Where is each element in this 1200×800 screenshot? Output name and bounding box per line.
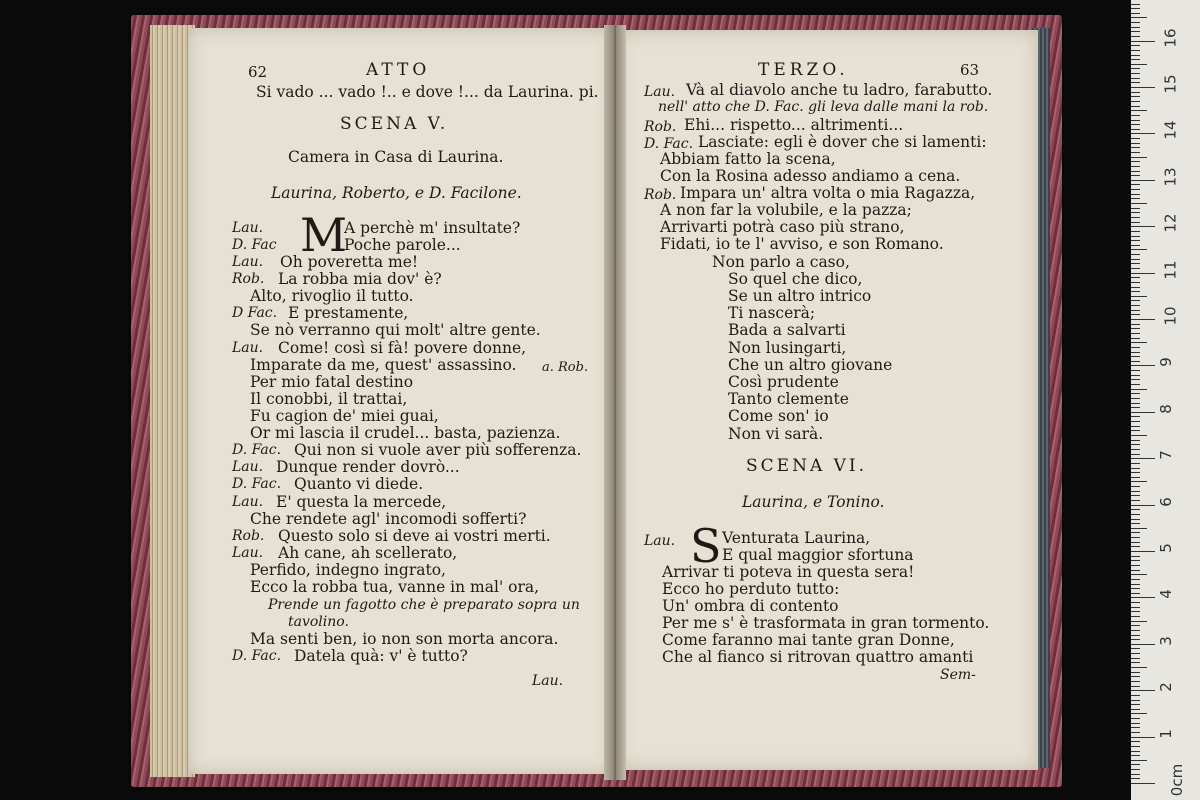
ruler-label: 4 <box>1156 589 1175 600</box>
ruler-tick <box>1131 356 1140 357</box>
ruler-tick <box>1131 760 1147 761</box>
ruler-tick <box>1131 365 1155 366</box>
text-line: Lasciate: egli è dover che si lamenti: <box>698 133 987 151</box>
ruler-tick <box>1131 481 1147 482</box>
ruler-tick <box>1131 184 1140 185</box>
ruler-tick <box>1131 259 1140 260</box>
ruler-tick <box>1131 551 1155 552</box>
ruler-tick <box>1131 379 1140 380</box>
ruler-tick <box>1131 198 1140 199</box>
ruler-tick <box>1131 574 1147 575</box>
ruler-tick <box>1131 597 1155 598</box>
speaker: Rob. <box>232 528 265 544</box>
ruler-tick <box>1131 495 1140 496</box>
text-line: Qui non si vuole aver più sofferenza. <box>294 441 582 459</box>
text-line: E qual maggior sfortuna <box>722 546 914 564</box>
ruler-tick <box>1131 607 1140 608</box>
text-line: Venturata Laurina, <box>722 529 871 547</box>
ruler-tick <box>1131 764 1140 765</box>
ruler-tick <box>1131 635 1140 636</box>
ruler-tick <box>1131 245 1140 246</box>
character-list: Laurina, e Tonino. <box>742 493 885 511</box>
ruler-tick <box>1131 231 1140 232</box>
ruler-tick <box>1131 287 1140 288</box>
ruler-tick <box>1131 648 1140 649</box>
ruler-tick <box>1131 704 1140 705</box>
scene-heading: SCENA VI. <box>746 456 868 476</box>
ruler-tick <box>1131 55 1140 56</box>
text-line: Fu cagion de' miei guai, <box>250 407 439 425</box>
speaker: Lau. <box>232 254 264 270</box>
ruler-tick <box>1131 59 1140 60</box>
page-number: 62 <box>248 63 268 81</box>
ruler-tick <box>1131 361 1140 362</box>
text-line: Così prudente <box>728 373 839 391</box>
ruler-tick <box>1131 147 1140 148</box>
ruler-tick <box>1131 778 1140 779</box>
ruler-tick <box>1131 263 1140 264</box>
book-gutter <box>604 25 626 780</box>
text-line: Arrivarti potrà caso più strano, <box>660 218 905 236</box>
scene-heading: SCENA V. <box>340 114 449 134</box>
ruler-tick <box>1131 305 1140 306</box>
ruler-tick <box>1131 412 1155 413</box>
ruler-label: 7 <box>1156 450 1175 460</box>
ruler-tick <box>1131 783 1155 784</box>
ruler-tick <box>1131 621 1147 622</box>
ruler-tick <box>1131 444 1140 445</box>
ruler-tick <box>1131 203 1147 204</box>
ruler-tick <box>1131 528 1147 529</box>
ruler-tick <box>1131 180 1155 181</box>
text-line: Se nò verranno qui molt' altre gente. <box>250 321 541 339</box>
catchword: Lau. <box>532 673 564 689</box>
ruler-tick <box>1131 273 1155 274</box>
ruler-tick <box>1131 324 1140 325</box>
speaker: Lau. <box>232 459 264 475</box>
ruler-tick <box>1131 579 1140 580</box>
measurement-ruler <box>1131 0 1200 800</box>
ruler-tick <box>1131 31 1140 32</box>
text-line: Questo solo si deve ai vostri merti. <box>278 527 551 545</box>
ruler-tick <box>1131 644 1155 645</box>
ruler-tick <box>1131 718 1140 719</box>
ruler-tick <box>1131 514 1140 515</box>
ruler-tick <box>1131 222 1140 223</box>
ruler-tick <box>1131 375 1140 376</box>
ruler-tick <box>1131 110 1147 111</box>
text-line: E' questa la mercede, <box>276 493 447 511</box>
text-line: Datela quà: v' è tutto? <box>294 647 468 665</box>
ruler-tick <box>1131 36 1140 37</box>
running-head: TERZO. <box>758 60 849 80</box>
ruler-tick <box>1131 421 1140 422</box>
speaker: D. Fac. <box>232 442 282 458</box>
text-line: Che rendete agl' incomodi sofferti? <box>250 510 527 528</box>
ruler-tick <box>1131 491 1140 492</box>
ruler-tick <box>1131 129 1140 130</box>
text-line: Come! così si fà! povere donne, <box>278 339 527 357</box>
ruler-tick <box>1131 41 1155 42</box>
ruler-tick <box>1131 384 1140 385</box>
ruler-label: 15 <box>1161 74 1180 94</box>
speaker: Lau. <box>232 340 264 356</box>
ruler-tick <box>1131 746 1140 747</box>
ruler-tick <box>1131 449 1140 450</box>
ruler-label: 0cm <box>1168 763 1187 797</box>
ruler-tick <box>1131 50 1140 51</box>
ruler-tick <box>1131 611 1140 612</box>
ruler-tick <box>1131 27 1140 28</box>
ruler-tick <box>1131 546 1140 547</box>
ruler-tick <box>1131 398 1140 399</box>
ruler-label: 14 <box>1161 120 1180 140</box>
text-line: Alto, rivoglio il tutto. <box>250 287 414 305</box>
ruler-tick <box>1131 208 1140 209</box>
ruler-tick <box>1131 87 1155 88</box>
ruler-tick <box>1131 713 1147 714</box>
ruler-label: 16 <box>1161 28 1180 48</box>
text-line: Non parlo a caso, <box>712 253 850 271</box>
ruler-tick <box>1131 64 1147 65</box>
ruler-tick <box>1131 593 1140 594</box>
ruler-tick <box>1131 73 1140 74</box>
speaker: Rob. <box>644 119 677 135</box>
ruler-label: 13 <box>1161 167 1180 187</box>
ruler-tick <box>1131 732 1140 733</box>
ruler-tick <box>1131 565 1140 566</box>
ruler-tick <box>1131 630 1140 631</box>
speaker: D Fac. <box>232 305 278 321</box>
ruler-tick <box>1131 96 1140 97</box>
ruler-tick <box>1131 254 1140 255</box>
ruler-tick <box>1131 509 1140 510</box>
right-page <box>618 30 1038 770</box>
text-line: A non far la volubile, e la pazza; <box>660 201 912 219</box>
speaker: Rob. <box>644 187 677 203</box>
ruler-tick <box>1131 468 1140 469</box>
ruler-tick <box>1131 138 1140 139</box>
text-line: Tanto clemente <box>728 390 849 408</box>
ruler-tick <box>1131 189 1140 190</box>
text-line: Non lusingarti, <box>728 339 847 357</box>
scene-setting: Camera in Casa di Laurina. <box>288 148 504 166</box>
ruler-tick <box>1131 328 1140 329</box>
text-line: Quanto vi diede. <box>294 475 424 493</box>
ruler-tick <box>1131 296 1147 297</box>
ruler-tick <box>1131 4 1140 5</box>
ruler-tick <box>1131 277 1140 278</box>
speaker: Lau. <box>232 545 264 561</box>
ruler-label: 5 <box>1156 543 1175 553</box>
ruler-tick <box>1131 523 1140 524</box>
ruler-tick <box>1131 755 1140 756</box>
ruler-tick <box>1131 741 1140 742</box>
text-line: Và al diavolo anche tu ladro, farabutto. <box>686 81 993 99</box>
ruler-tick <box>1131 616 1140 617</box>
text-line: Bada a salvarti <box>728 321 846 339</box>
text-line: Ehi... rispetto... altrimenti... <box>684 116 904 134</box>
text-line: Or mi lascia il crudel... basta, pazienza. <box>250 424 561 442</box>
ruler-tick <box>1131 161 1140 162</box>
ruler-tick <box>1131 249 1147 250</box>
text-line: Si vado ... vado !.. e dove !... da Laurina. pi. <box>256 83 599 101</box>
ruler-tick <box>1131 695 1140 696</box>
ruler-tick <box>1131 672 1140 673</box>
text-line: E prestamente, <box>288 304 409 322</box>
ruler-tick <box>1131 639 1140 640</box>
ruler-tick <box>1131 152 1140 153</box>
ruler-tick <box>1131 625 1140 626</box>
ruler-label: 12 <box>1161 213 1180 233</box>
ruler-tick <box>1131 416 1140 417</box>
ruler-tick <box>1131 175 1140 176</box>
ruler-tick <box>1131 556 1140 557</box>
speaker: D. Fac. <box>232 476 282 492</box>
ruler-tick <box>1131 389 1147 390</box>
speaker: D. Fac <box>232 237 277 253</box>
ruler-tick <box>1131 291 1140 292</box>
ruler-tick <box>1131 393 1140 394</box>
ruler-tick <box>1131 22 1140 23</box>
text-line: Fidati, io te l' avviso, e son Romano. <box>660 235 944 253</box>
ruler-tick <box>1131 463 1140 464</box>
ruler-tick <box>1131 690 1155 691</box>
ruler-tick <box>1131 17 1147 18</box>
ruler-tick <box>1131 700 1140 701</box>
ruler-tick <box>1131 542 1140 543</box>
ruler-tick <box>1131 519 1140 520</box>
ruler-tick <box>1131 407 1140 408</box>
text-line: Dunque render dovrò... <box>276 458 460 476</box>
speaker: Lau. <box>232 494 264 510</box>
text-line: Ecco la robba tua, vanne in mal' ora, <box>250 578 540 596</box>
text-line: So quel che dico, <box>728 270 863 288</box>
text-line: Non vi sarà. <box>728 425 824 443</box>
ruler-tick <box>1131 532 1140 533</box>
stage-direction: nell' atto che D. Fac. gli leva dalle mani la rob. <box>658 99 989 115</box>
ruler-tick <box>1131 505 1155 506</box>
ruler-tick <box>1131 78 1140 79</box>
ruler-tick <box>1131 338 1140 339</box>
ruler-tick <box>1131 477 1140 478</box>
text-line: Per mio fatal destino <box>250 373 414 391</box>
stage-direction: a. Rob. <box>542 360 589 375</box>
ruler-tick <box>1131 454 1140 455</box>
text-line: Oh poveretta me! <box>280 253 419 271</box>
speaker: D. Fac. <box>644 136 694 152</box>
page-number: 63 <box>960 61 980 79</box>
ruler-tick <box>1131 435 1147 436</box>
ruler-tick <box>1131 737 1155 738</box>
ruler-label: 10 <box>1161 306 1180 326</box>
ruler-tick <box>1131 426 1140 427</box>
ruler-tick <box>1131 212 1140 213</box>
ruler-tick <box>1131 751 1140 752</box>
stage-direction: Prende un fagotto che è preparato sopra un <box>268 597 580 613</box>
ruler-tick <box>1131 194 1140 195</box>
ruler-label: 8 <box>1156 404 1175 414</box>
ruler-label: 1 <box>1156 728 1175 739</box>
ruler-tick <box>1131 584 1140 585</box>
text-line: Per me s' è trasformata in gran tormento. <box>662 614 990 632</box>
speaker: Lau. <box>232 220 264 236</box>
ruler-tick <box>1131 440 1140 441</box>
ruler-tick <box>1131 537 1140 538</box>
text-line: Poche parole... <box>344 236 461 254</box>
ruler-tick <box>1131 342 1147 343</box>
running-head: ATTO <box>366 60 431 80</box>
ruler-tick <box>1131 13 1140 14</box>
ruler-tick <box>1131 653 1140 654</box>
stage-direction: tavolino. <box>288 614 349 630</box>
text-line: Ah cane, ah scellerato, <box>278 544 458 562</box>
ruler-tick <box>1131 68 1140 69</box>
ruler-tick <box>1131 352 1140 353</box>
text-line: Con la Rosina adesso andiamo a cena. <box>660 167 961 185</box>
ruler-tick <box>1131 133 1155 134</box>
ruler-tick <box>1131 120 1140 121</box>
ruler-tick <box>1131 570 1140 571</box>
text-line: Imparate da me, quest' assassino. <box>250 356 517 374</box>
ruler-tick <box>1131 458 1155 459</box>
text-line: Che al fianco si ritrovan quattro amanti <box>662 648 974 666</box>
ruler-tick <box>1131 310 1140 311</box>
ruler-tick <box>1131 500 1140 501</box>
text-line: Come faranno mai tante gran Donne, <box>662 631 955 649</box>
ruler-tick <box>1131 171 1140 172</box>
speaker: Lau. <box>644 533 676 549</box>
ruler-tick <box>1131 8 1140 9</box>
ruler-tick <box>1131 709 1140 710</box>
ruler-label: 3 <box>1156 636 1175 646</box>
ruler-tick <box>1131 319 1155 320</box>
ruler-tick <box>1131 486 1140 487</box>
ruler-tick <box>1131 101 1140 102</box>
text-line: Un' ombra di contento <box>662 597 839 615</box>
drop-cap: S <box>690 519 722 573</box>
character-list: Laurina, Roberto, e D. Facilone. <box>271 184 522 202</box>
text-line: Come son' io <box>728 407 829 425</box>
ruler-tick <box>1131 82 1140 83</box>
ruler-tick <box>1131 370 1140 371</box>
ruler-tick <box>1131 124 1140 125</box>
ruler-tick <box>1131 727 1140 728</box>
ruler-tick <box>1131 430 1140 431</box>
text-line: A perchè m' insultate? <box>344 219 521 237</box>
ruler-label: 11 <box>1161 260 1180 280</box>
ruler-tick <box>1131 681 1140 682</box>
ruler-label: 9 <box>1156 357 1175 368</box>
text-line: Arrivar ti poteva in questa sera! <box>662 563 915 581</box>
ruler-tick <box>1131 723 1140 724</box>
ruler-tick <box>1131 106 1140 107</box>
text-line: Impara un' altra volta o mia Ragazza, <box>680 184 976 202</box>
ruler-label: 6 <box>1156 496 1175 507</box>
ruler-label: 2 <box>1156 682 1175 692</box>
speaker: Rob. <box>232 271 265 287</box>
ruler-tick <box>1131 45 1140 46</box>
ruler-tick <box>1131 282 1140 283</box>
ruler-tick <box>1131 333 1140 334</box>
ruler-tick <box>1131 92 1140 93</box>
ruler-tick <box>1131 240 1140 241</box>
ruler-tick <box>1131 676 1140 677</box>
text-line: La robba mia dov' è? <box>278 270 442 288</box>
text-line: Ma senti ben, io non son morta ancora. <box>250 630 559 648</box>
ruler-tick <box>1131 217 1140 218</box>
ruler-tick <box>1131 300 1140 301</box>
text-line: Ecco ho perduto tutto: <box>662 580 840 598</box>
text-line: Che un altro giovane <box>728 356 893 374</box>
ruler-tick <box>1131 236 1140 237</box>
ruler-tick <box>1131 774 1140 775</box>
ruler-tick <box>1131 166 1140 167</box>
ruler-tick <box>1131 602 1140 603</box>
ruler-tick <box>1131 268 1140 269</box>
ruler-tick <box>1131 226 1155 227</box>
catchword: Sem- <box>940 667 976 683</box>
text-line: Il conobbi, il trattai, <box>250 390 408 408</box>
text-line: Se un altro intrico <box>728 287 872 305</box>
ruler-tick <box>1131 472 1140 473</box>
drop-cap: M <box>300 208 348 262</box>
ruler-tick <box>1131 143 1140 144</box>
ruler-tick <box>1131 769 1140 770</box>
left-page <box>188 28 613 774</box>
text-line: Abbiam fatto la scena, <box>660 150 836 168</box>
ruler-tick <box>1131 662 1140 663</box>
ruler-tick <box>1131 560 1140 561</box>
ruler-tick <box>1131 403 1140 404</box>
ruler-tick <box>1131 658 1140 659</box>
ruler-tick <box>1131 588 1140 589</box>
ruler-tick <box>1131 314 1140 315</box>
text-line: Perfido, indegno ingrato, <box>250 561 446 579</box>
speaker: D. Fac. <box>232 648 282 664</box>
speaker: Lau. <box>644 84 676 100</box>
ruler-tick <box>1131 157 1147 158</box>
ruler-tick <box>1131 347 1140 348</box>
ruler-tick <box>1131 115 1140 116</box>
ruler-tick <box>1131 667 1147 668</box>
text-line: Ti nascerà; <box>728 304 816 322</box>
ruler-tick <box>1131 686 1140 687</box>
